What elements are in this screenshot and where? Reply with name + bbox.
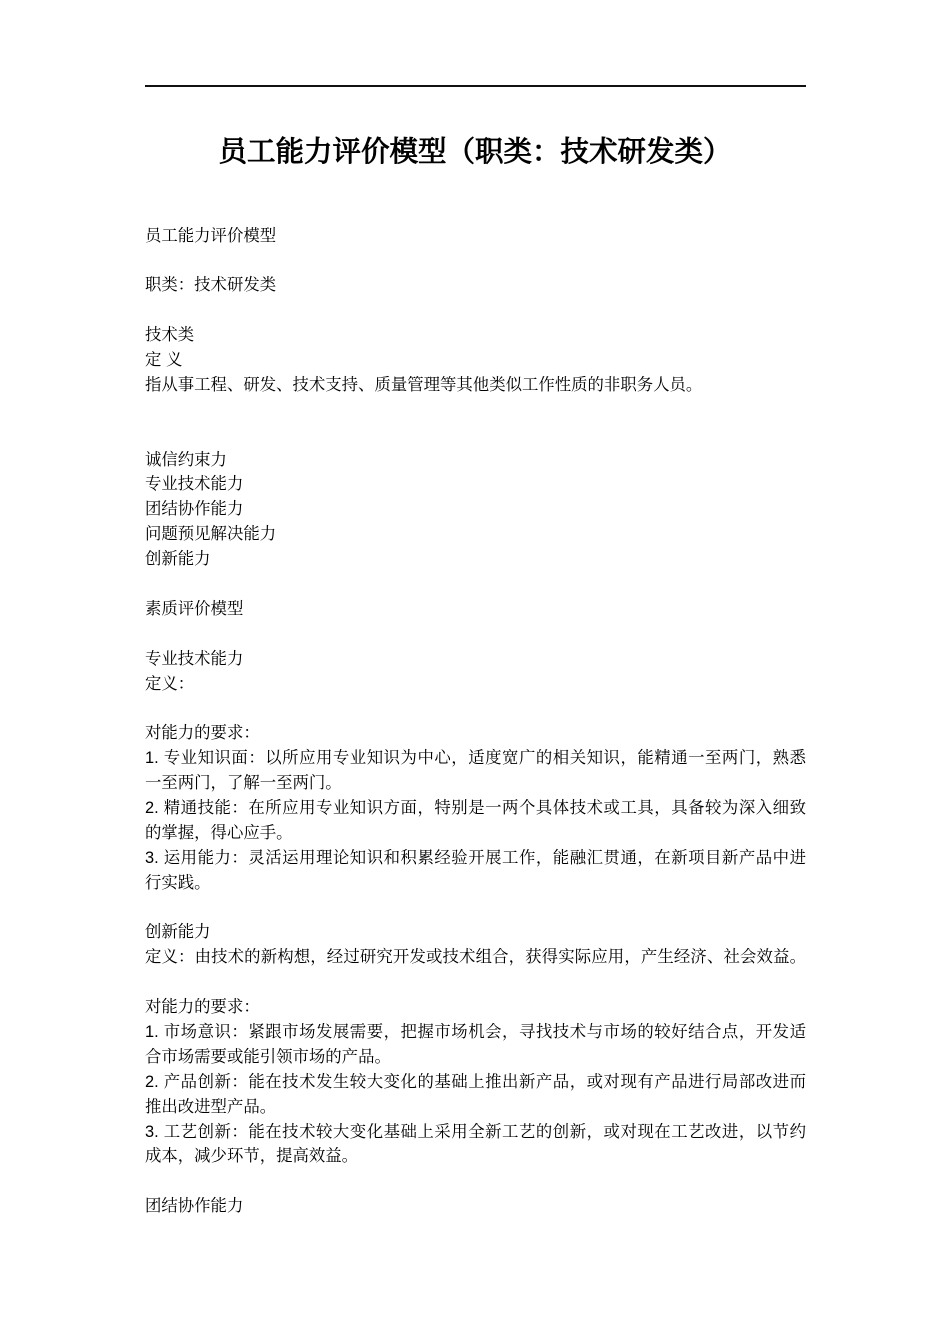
- requirement-line: 1. 市场意识：紧跟市场发展需要，把握市场机会，寻找技术与市场的较好结合点，开发适: [145, 1023, 806, 1042]
- intro-model-block: [145, 224, 806, 249]
- intro-category-block: [145, 273, 806, 298]
- competency-header: [145, 1194, 806, 1219]
- requirement-line: 行实践。: [145, 873, 211, 892]
- competency-list: [145, 448, 806, 572]
- document-title: 员工能力评价模型（职类：技术研发类）: [218, 135, 732, 168]
- competency-list-item: 诚信约束力: [145, 450, 227, 469]
- competency-definition: 定义：: [145, 674, 195, 693]
- competency-list-item: 问题预见解决能力: [145, 525, 277, 544]
- requirement-line: 3. 运用能力：灵活运用理论知识和积累经验开展工作，能融汇贯通，在新项目新产品中进: [145, 848, 806, 867]
- competency-header: [145, 920, 806, 970]
- requirements-heading: 对能力的要求：: [145, 998, 260, 1017]
- document-body: [145, 224, 806, 1245]
- horizontal-rule: [145, 85, 806, 87]
- requirement-line: 成本，减少环节，提高效益。: [145, 1147, 359, 1166]
- competency-list-item: 创新能力: [145, 550, 211, 569]
- requirement-line: 2. 产品创新：能在技术发生较大变化的基础上推出新产品，或对现有产品进行局部改进而: [145, 1072, 806, 1091]
- competency-list-item: 专业技术能力: [145, 475, 244, 494]
- competency-definition: 定义：由技术的新构想，经过研究开发或技术组合，获得实际应用，产生经济、社会效益。: [145, 948, 806, 967]
- requirements-block: [145, 721, 806, 895]
- requirements-block: [145, 995, 806, 1169]
- competency-name: 专业技术能力: [145, 649, 244, 668]
- competency-header: [145, 647, 806, 697]
- requirement-line: 合市场需要或能引领市场的产品。: [145, 1047, 391, 1066]
- category-name: 技术类: [145, 326, 195, 345]
- requirement-line: 3. 工艺创新：能在技术较大变化基础上采用全新工艺的创新，或对现在工艺改进，以节约: [145, 1122, 806, 1141]
- quality-model-block: [145, 597, 806, 622]
- definition-label: 定 义: [145, 350, 183, 369]
- requirement-line: 一至两门，了解一至两门。: [145, 774, 342, 793]
- competency-name: 团结协作能力: [145, 1197, 244, 1216]
- model-name: 员工能力评价模型: [145, 226, 277, 245]
- requirement-line: 推出改进型产品。: [145, 1097, 277, 1116]
- quality-model-heading: 素质评价模型: [145, 599, 244, 618]
- competency-list-item: 团结协作能力: [145, 500, 244, 519]
- category-definition: 指从事工程、研发、技术支持、质量管理等其他类似工作性质的非职务人员。: [145, 375, 703, 394]
- requirement-line: 的掌握，得心应手。: [145, 823, 293, 842]
- requirements-heading: 对能力的要求：: [145, 724, 260, 743]
- job-category: 职类：技术研发类: [145, 276, 277, 295]
- competency-name: 创新能力: [145, 923, 211, 942]
- requirement-line: 2. 精通技能：在所应用专业知识方面，特别是一两个具体技术或工具，具备较为深入细致: [145, 799, 806, 817]
- requirement-line: 1. 专业知识面：以所应用专业知识为中心，适度宽广的相关知识，能精通一至两门，熟悉: [145, 749, 806, 768]
- category-block: [145, 323, 806, 398]
